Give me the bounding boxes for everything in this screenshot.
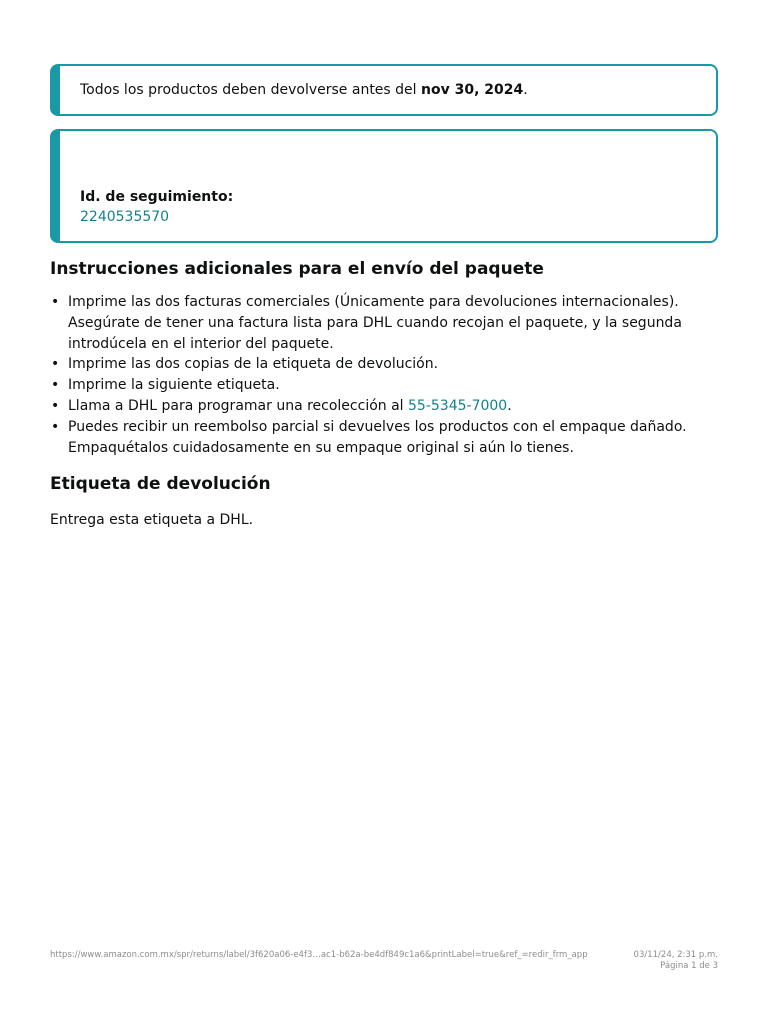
tracking-label: Id. de seguimiento: [80, 189, 234, 205]
list-item-call-dhl [50, 396, 718, 417]
call-text: Llama a DHL para programar una recolección al [68, 397, 409, 414]
deadline-period: . [523, 82, 528, 98]
return-label-heading: Etiqueta de devolución [50, 474, 271, 494]
list-item: • Imprime las dos facturas comerciales (Únicamente para devoluciones internacionales). Asegúrate de tener una factura lista para DHL cuando recojan el paquete, y la segunda introdúcela en el interior del paquete. [50, 292, 718, 354]
return-label-note: Entrega esta etiqueta a DHL. [50, 512, 254, 528]
footer-url: https://www.amazon.com.mx/spr/returns/label/3f620a06-e4f3…ac1-b62a-be4df849c1a6&printLabel=true&ref_=redir_frm_app [50, 950, 588, 960]
deadline-date: nov 30, 2024 [421, 82, 524, 98]
tracking-id-link[interactable]: 2240535570 [80, 209, 170, 225]
footer-page-number: Página 1 de 3 [660, 961, 718, 971]
instructions-heading: Instrucciones adicionales para el envío del paquete [50, 259, 544, 279]
call-period: . [507, 397, 512, 414]
deadline-text: Todos los productos deben devolverse antes del [80, 82, 422, 98]
list-item: • Imprime la siguiente etiqueta. [50, 375, 718, 396]
phone-link[interactable]: 55-5345-7000 [408, 397, 508, 414]
tracking-card [50, 129, 718, 243]
list-item: • Imprime las dos copias de la etiqueta de devolución. [50, 354, 718, 375]
footer-meta [634, 950, 718, 972]
footer-datetime: 03/11/24, 2:31 p.m. [633, 950, 718, 960]
instructions-list [50, 292, 718, 458]
list-item: • Puedes recibir un reembolso parcial si devuelves los productos con el empaque dañado. Empaquétalos cuidadosamente en su empaque original si aún lo tienes. [50, 417, 718, 459]
return-deadline-card [50, 64, 718, 116]
